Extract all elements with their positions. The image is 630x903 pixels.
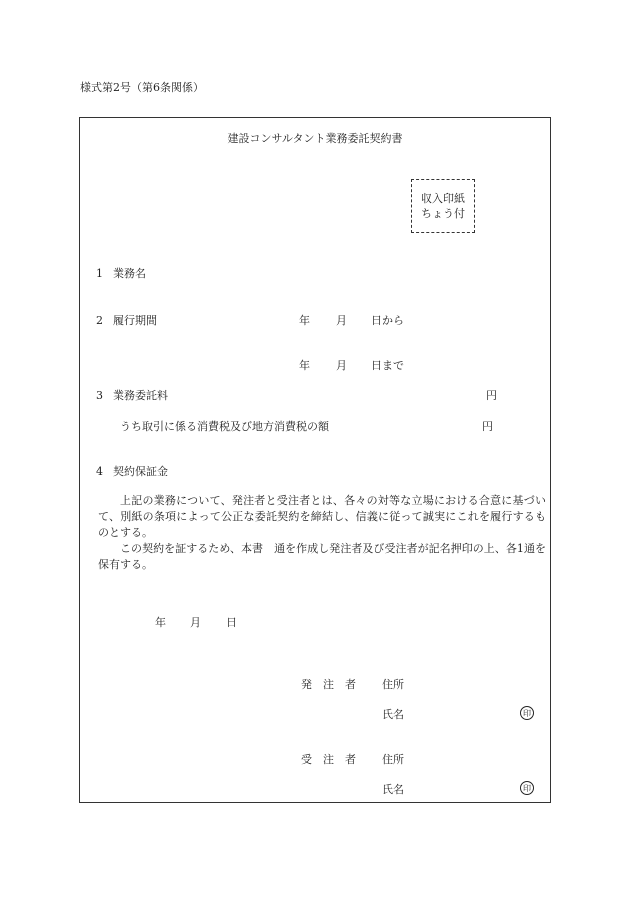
stamp-line-2: ちょう付 bbox=[421, 207, 465, 220]
contractor-label: 受 注 者 bbox=[301, 753, 356, 766]
tax-yen-unit: 円 bbox=[482, 420, 493, 433]
item-1-number: 1 bbox=[96, 267, 103, 280]
stamp-line-1: 収入印紙 bbox=[421, 192, 465, 205]
sign-date-day: 日 bbox=[226, 616, 237, 629]
fee-label: 業務委託料 bbox=[113, 389, 168, 402]
tax-label: うち取引に係る消費税及び地方消費税の額 bbox=[120, 420, 329, 433]
body-paragraph-2: この契約を証するため、本書 通を作成し発注者及び受注者が記名押印の上、各1通を保有する。 bbox=[98, 542, 546, 571]
period-start-day: 日から bbox=[371, 314, 404, 327]
body-paragraph-1: 上記の業務について、発注者と受注者とは、各々の対等な立場における合意に基づいて、別紙の条項によって公正な委託契約を締結し、信義に従って誠実にこれを履行するものとする。 bbox=[98, 494, 546, 539]
period-start-month: 月 bbox=[336, 314, 347, 327]
contractor-name-label: 氏名 bbox=[382, 783, 404, 796]
document-frame bbox=[79, 117, 551, 803]
item-2-number: 2 bbox=[96, 314, 103, 327]
revenue-stamp-box bbox=[411, 179, 475, 233]
form-number: 様式第2号（第6条関係） bbox=[80, 81, 204, 94]
contractor-seal-icon: 印 bbox=[520, 781, 534, 795]
fee-yen-unit: 円 bbox=[486, 389, 497, 402]
period-end-day: 日まで bbox=[371, 359, 404, 372]
orderer-address-label: 住所 bbox=[382, 678, 404, 691]
orderer-name-label: 氏名 bbox=[382, 708, 404, 721]
period-label: 履行期間 bbox=[113, 314, 157, 327]
guarantee-label: 契約保証金 bbox=[113, 465, 168, 478]
sign-date-month: 月 bbox=[190, 616, 201, 629]
period-end-year: 年 bbox=[299, 359, 310, 372]
period-start-year: 年 bbox=[299, 314, 310, 327]
sign-date-year: 年 bbox=[155, 616, 166, 629]
work-name-label: 業務名 bbox=[113, 267, 146, 280]
document-title: 建設コンサルタント業務委託契約書 bbox=[227, 132, 403, 145]
orderer-seal-icon: 印 bbox=[520, 706, 534, 720]
period-end-month: 月 bbox=[336, 359, 347, 372]
item-3-number: 3 bbox=[96, 389, 103, 402]
orderer-label: 発 注 者 bbox=[301, 678, 356, 691]
contractor-address-label: 住所 bbox=[382, 753, 404, 766]
item-4-number: 4 bbox=[96, 465, 103, 478]
